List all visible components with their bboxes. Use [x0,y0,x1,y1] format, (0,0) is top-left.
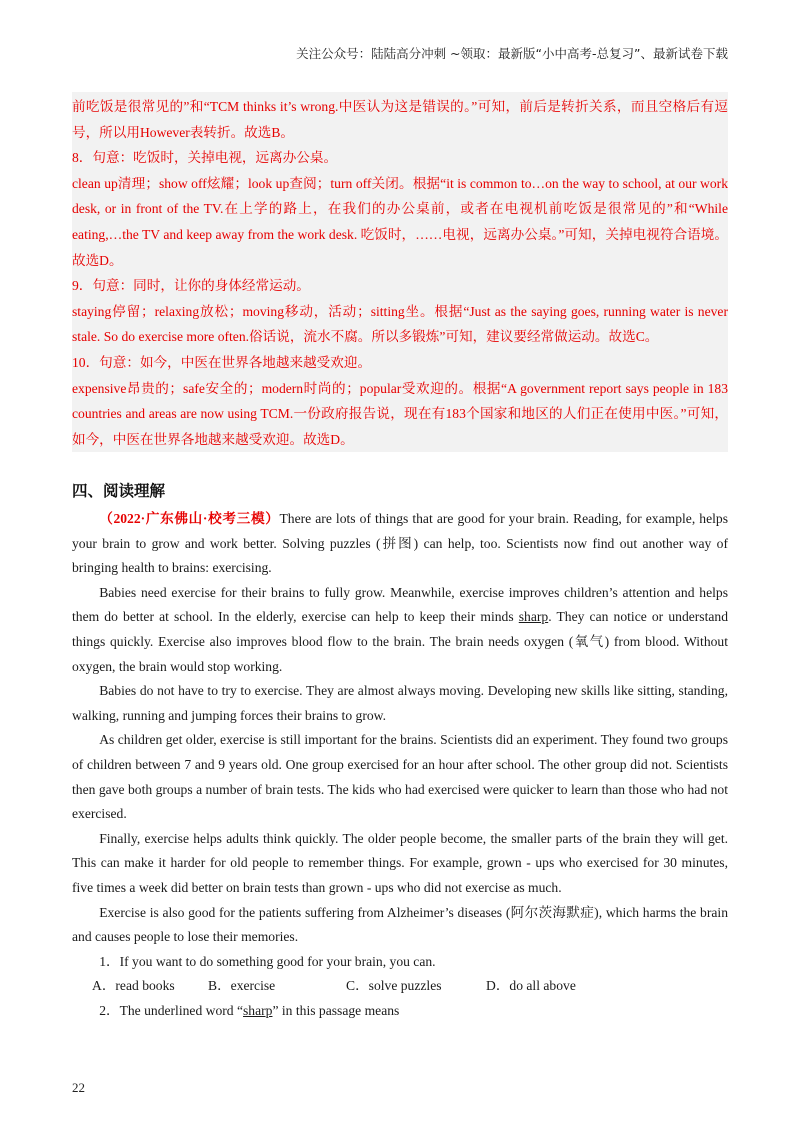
page-number: 22 [72,1080,85,1095]
passage-paragraph [72,581,728,679]
passage-paragraph: Finally, exercise helps adults think quickly. The older people become, the smaller parts of the brain they will get. This can make it harder for old people to remember things. For example, grown - ups who exercised for 30 minutes, five times a week did better on brain tests than grown - ups who did not exercise as much. [72,830,728,895]
option-a[interactable]: A．read books [92,978,175,994]
passage-paragraph: As children get older, exercise is still important for the brains. Scientists did an experiment. They found two groups of children between 7 and 9 years old. One group exercised for an hour after school. The other group did not. Scientists then gave both groups a number of brain tests. The kids who had exercised were quicker to learn than those who had not exercised. [72,732,728,822]
passage-paragraph: Exercise is also good for the patients suffering from Alzheimer’s diseases (阿尔茨海默症), which harms the brain and causes people to lose their memories. [72,904,728,945]
question-2 [72,999,728,1024]
underlined-word: sharp [518,609,549,625]
option-b[interactable]: B．exercise [208,978,276,994]
answer-line: 8．句意：吃饭时，关掉电视，远离办公桌。 [72,150,338,166]
answer-line: 10．句意：如今，中医在世界各地越来越受欢迎。 [72,354,372,370]
answer-explanation-box [72,92,728,452]
question-1-options [72,974,728,999]
answer-line: 9．句意：同时，让你的身体经常运动。 [72,278,310,294]
passage-paragraph: Babies do not have to try to exercise. They are almost always moving. Developing new skills like sitting, standing, walking, running and jumping forces their brains to grow. [72,683,728,723]
option-c[interactable]: C．solve puzzles [346,978,442,994]
answer-line: 前吃饭是很常见的”和“TCM thinks it’s wrong.中医认为这是错误的。”可知，前后是转折关系，而且空格后有逗号，所以用However表转折。故选B。 [72,99,728,140]
page-header: 关注公众号：陆陆高分冲刺 ~领取：最新版“小中高考-总复习”、最新试卷下载 [296,46,728,61]
answer-line: expensive昂贵的；safe安全的；modern时尚的；popular受欢迎的。根据“A government report says people in 183 countries and areas are now using TCM.一份政府报告说，现在有183个国家和地区的人们正在使用中医。”可知，如今，中医在世界各地越来越受欢迎。故选D。 [72,380,728,447]
question-text: ” in this passage means [272,1002,400,1018]
answer-line: staying停留；relaxing放松；moving移动，活动；sitting坐。根据“Just as the saying goes, running water is never stale. So do exercise more often.俗话说，流水不腐。所以多锻炼”可知，建议要经常做运动。故选C。 [72,303,728,345]
section-title: 四、阅读理解 [72,482,166,500]
answer-line: clean up清理；show off炫耀；look up查阅；turn off关闭。根据“it is common to…on the way to school, at our work desk, or in front of the TV.在上学的路上，在我们的办公桌前，或者在电视机前吃饭是很常见的”和“While eating,…the TV and keep away from the work desk. 吃饭时，……电视，远离办公桌。”可知，关掉电视符合语境。故选D。 [72,175,728,268]
passage-paragraph [72,507,728,581]
underlined-word: sharp [243,1002,273,1018]
reading-passage [72,507,728,1023]
paragraph-text: There are lots of things that are good for your brain. Reading, for example, helps your brain to grow and work better. Solving puzzles (拼图) can help, too. Scientists now find out another way of bringing health to brains: exercising. [72,511,728,576]
option-d[interactable]: D．do all above [486,978,576,994]
question-text: 2．The underlined word “ [99,1002,244,1018]
paragraph-text: Babies need exercise for their brains to fully grow. Meanwhile, exercise improves children’s attention and helps them do better at school. In the elderly, exercise can help to keep their minds [72,584,728,625]
paragraph-text: . They can notice or understand things quickly. Exercise also improves blood flow to the brain. The brain needs oxygen (氧气) from blood. Without oxygen, the brain would stop working. [72,609,728,674]
question-1: 1．If you want to do something good for your brain, you can. [99,953,436,969]
passage-source: （2022·广东佛山·校考三模） [99,511,280,526]
